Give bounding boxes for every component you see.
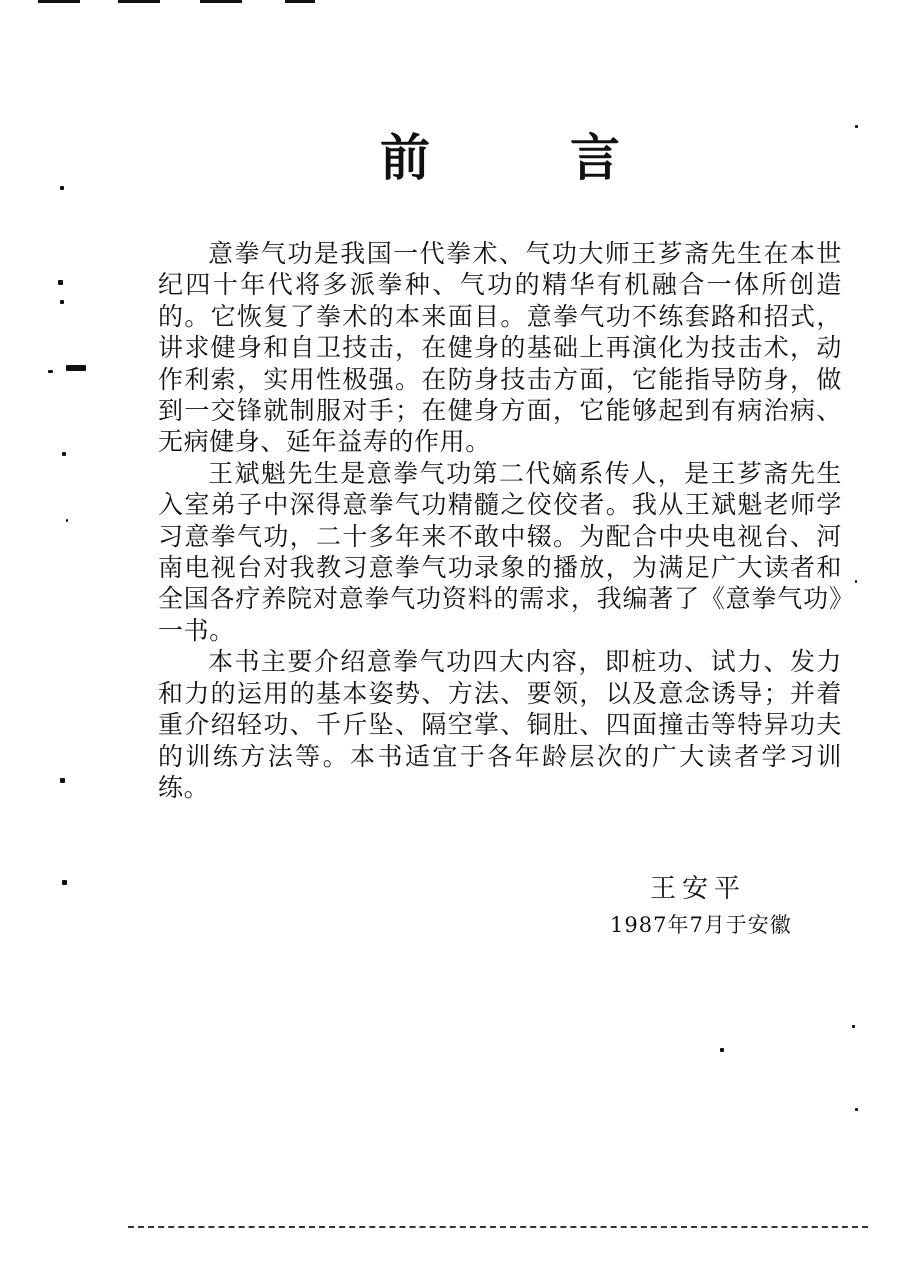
scan-speck <box>62 880 67 885</box>
title-char-2: 言 <box>570 129 620 187</box>
scan-speck <box>855 125 858 128</box>
scan-speck <box>855 580 857 583</box>
author-name: 王安平 <box>650 874 747 904</box>
bottom-rule <box>128 1226 868 1228</box>
title-char-1: 前 <box>380 129 430 187</box>
scan-speck <box>60 186 64 190</box>
top-rule <box>285 0 315 3</box>
scan-speck <box>48 370 53 373</box>
paragraph: 王斌魁先生是意拳气功第二代嫡系传人，是王芗斋先生入室弟子中深得意拳气功精髓之佼佼者。我从王斌魁老师学习意拳气功，二十多年来不敢中辍。为配合中央电视台、河南电视台对我教习意拳气功录象的播放，为满足广大读者和全国各疗养院对意拳气功资料的需求，我编著了《意拳气功》一书。 <box>158 458 842 645</box>
top-rule <box>200 0 242 3</box>
top-rule <box>118 0 160 3</box>
scan-speck <box>60 778 65 783</box>
scan-speck <box>855 1108 858 1111</box>
top-rule <box>38 0 80 3</box>
date-place: 1987年7月于安徽 <box>610 913 792 937</box>
scan-speck <box>720 1048 724 1052</box>
scan-speck <box>66 365 86 371</box>
paragraph: 意拳气功是我国一代拳术、气功大师王芗斋先生在本世纪四十年代将多派拳种、气功的精华有机融合一体所创造的。它恢复了拳术的本来面目。意拳气功不练套路和招式，讲求健身和自卫技击，在健身的基础上再演化为技击术，动作利索，实用性极强。在防身技击方面，它能指导防身，做到一交锋就制服对手；在健身方面，它能够起到有病治病、无病健身、延年益寿的作用。 <box>158 239 842 457</box>
preface-body <box>158 238 842 803</box>
scan-speck <box>62 452 66 456</box>
scan-speck <box>60 300 64 304</box>
scan-speck <box>852 1025 855 1028</box>
page-title <box>380 128 620 188</box>
scan-speck <box>58 280 63 285</box>
scan-speck <box>66 519 68 522</box>
paragraph: 本书主要介绍意拳气功四大内容，即桩功、试力、发力和力的运用的基本姿势、方法、要领，以及意念诱导；并着重介绍轻功、千斤坠、隔空掌、铜肚、四面撞击等特异功夫的训练方法等。本书适宜于各年龄层次的广大读者学习训练。 <box>158 647 842 802</box>
signature-block <box>600 872 860 940</box>
